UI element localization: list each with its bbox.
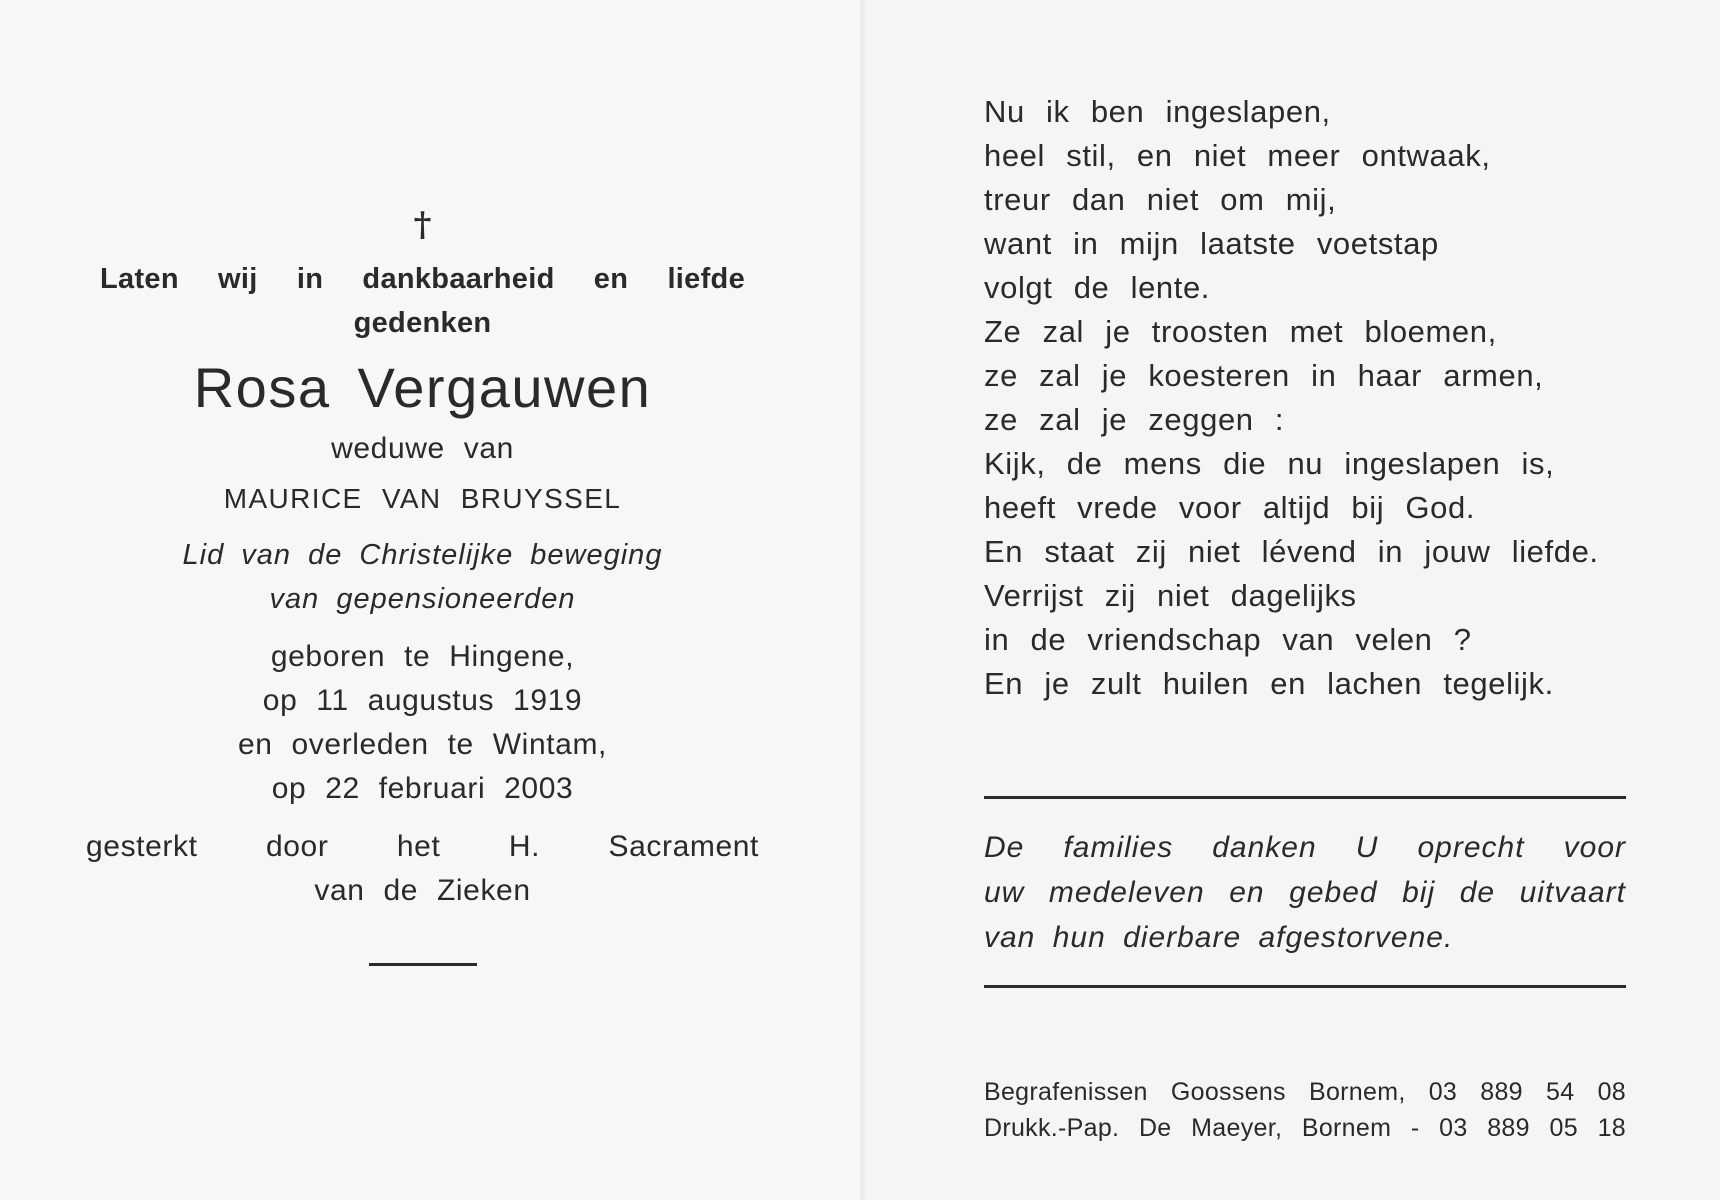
funeral-home-line: Begrafenissen Goossens Bornem, 03 889 54 08 bbox=[984, 1078, 1626, 1106]
divider-top bbox=[984, 796, 1626, 799]
membership bbox=[100, 533, 745, 621]
intro-text bbox=[100, 257, 745, 345]
deceased-name: Rosa Vergauwen bbox=[193, 356, 652, 419]
imprint bbox=[984, 1074, 1626, 1146]
poem-line: want in mijn laatste voetstap bbox=[984, 226, 1439, 261]
poem-line: ze zal je zeggen : bbox=[984, 402, 1285, 437]
intro-line-1: Laten wij in dankbaarheid en liefde bbox=[100, 263, 745, 295]
widow-label: weduwe van bbox=[331, 432, 514, 465]
spouse-name: MAURICE VAN BRUYSSEL bbox=[223, 483, 622, 514]
divider bbox=[369, 963, 477, 966]
sacrament-text bbox=[86, 825, 759, 913]
poem-line: volgt de lente. bbox=[984, 270, 1211, 305]
poem-line: ze zal je koesteren in haar armen, bbox=[984, 358, 1544, 393]
poem-line: heeft vrede voor altijd bij God. bbox=[984, 490, 1476, 525]
membership-line-1: Lid van de Christelijke beweging bbox=[182, 539, 663, 571]
life-dates bbox=[100, 635, 745, 811]
divider-bottom bbox=[984, 985, 1626, 988]
memorial-text bbox=[86, 205, 759, 966]
poem-line: En je zult huilen en lachen tegelijk. bbox=[984, 666, 1554, 701]
sacrament-line-2: van de Zieken bbox=[314, 874, 531, 907]
thanks-line-3: van hun dierbare afgestorvene. bbox=[984, 921, 1454, 954]
poem-line: Kijk, de mens die nu ingeslapen is, bbox=[984, 446, 1555, 481]
death-place: en overleden te Wintam, bbox=[238, 728, 607, 761]
thanks-line-1: De families danken U oprecht voor bbox=[984, 831, 1626, 864]
sacrament-line-1: gesterkt door het H. Sacrament bbox=[86, 830, 759, 863]
birth-place: geboren te Hingene, bbox=[270, 640, 575, 673]
poem-line: treur dan niet om mij, bbox=[984, 182, 1337, 217]
cross-icon: † bbox=[413, 205, 432, 245]
poem-line: Ze zal je troosten met bloemen, bbox=[984, 314, 1497, 349]
poem-line: Nu ik ben ingeslapen, bbox=[984, 94, 1331, 129]
poem bbox=[984, 90, 1626, 706]
thanks-note bbox=[984, 825, 1626, 960]
poem-line: heel stil, en niet meer ontwaak, bbox=[984, 138, 1491, 173]
poem-lines bbox=[984, 90, 1626, 706]
death-date: op 22 februari 2003 bbox=[271, 772, 574, 805]
membership-line-2: van gepensioneerden bbox=[269, 583, 576, 615]
poem-line: En staat zij niet lévend in jouw liefde. bbox=[984, 534, 1599, 569]
thanks-line-2: uw medeleven en gebed bij de uitvaart bbox=[984, 876, 1626, 909]
poem-line: Verrijst zij niet dagelijks bbox=[984, 578, 1357, 613]
birth-date: op 11 augustus 1919 bbox=[262, 684, 583, 717]
intro-line-2: gedenken bbox=[353, 307, 492, 339]
poem-line: in de vriendschap van velen ? bbox=[984, 622, 1472, 657]
printer-line: Drukk.-Pap. De Maeyer, Bornem - 03 889 05 18 bbox=[984, 1114, 1626, 1142]
